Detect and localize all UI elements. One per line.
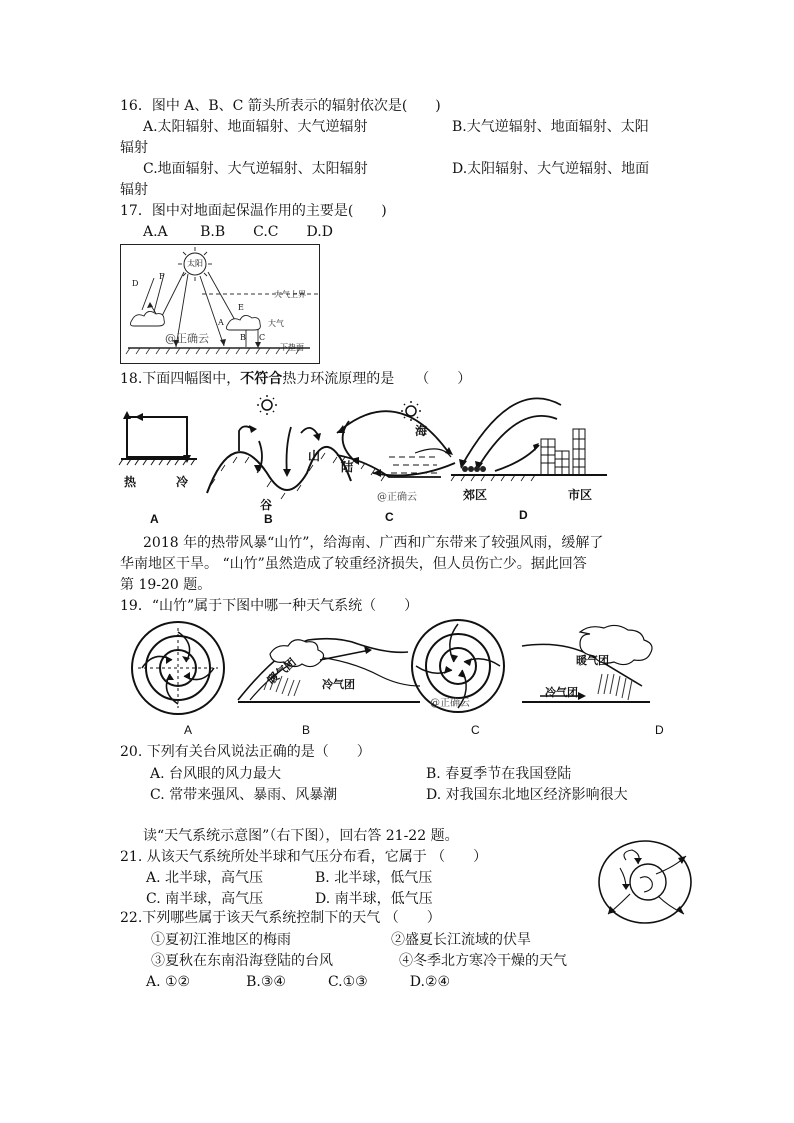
q17-label-c: C (259, 333, 266, 342)
q17-stem: 17．图中对地面起保温作用的主要是( ) (120, 203, 387, 219)
q17-label-e: E (238, 303, 244, 312)
q16-option-c[interactable]: C.地面辐射、大气逆辐射、太阳辐射 (143, 161, 368, 177)
q18-d-label: D (519, 508, 528, 522)
q16-option-d[interactable]: D.太阳辐射、大气逆辐射、地面 (452, 161, 650, 177)
q18-fig-a (121, 417, 197, 459)
q19-b-warm: 暖气团 (265, 655, 299, 687)
q17-label-a: A (218, 318, 224, 327)
q18-c-label: C (385, 510, 394, 524)
q17-top-label: 大气上界 (274, 290, 306, 299)
q21-option-c[interactable]: C. 南半球，高气压 (146, 891, 264, 907)
q18-b-mountain: 山 (308, 449, 321, 463)
q18-fig-b (207, 447, 354, 493)
q19-stem: 19．“山竹”属于下图中哪一种天气系统（ ） (120, 598, 419, 614)
q17-atm-label: 大气 (268, 319, 284, 328)
intro19-line2: 华南地区干旱。 “山竹”虽然造成了较重经济损失，但人员伤亡少。据此回答 (120, 556, 587, 572)
q20-option-c[interactable]: C. 常带来强风、暴雨、风暴潮 (150, 787, 338, 803)
q21-option-b[interactable]: B. 北半球，低气压 (315, 870, 433, 886)
intro19-line3: 第 19-20 题。 (120, 577, 212, 593)
q19-fig-a (132, 622, 224, 714)
q19-label-d: D (655, 723, 664, 737)
q21-option-a[interactable]: A. 北半球，高气压 (146, 870, 264, 886)
q18-c-watermark: @正确云 (377, 492, 417, 503)
q19-label-b: B (302, 723, 311, 737)
q19-d-cold: 冷气团 (545, 686, 578, 699)
q19-label-a: A (184, 723, 193, 737)
q18-stem-bold: 不符合 (240, 371, 283, 387)
q18-stem-post: 热力环流原理的是 （ ） (282, 371, 472, 387)
q20-stem: 20. 下列有关台风说法正确的是（ ） (120, 744, 371, 760)
q22-item-1: ①夏初江淮地区的梅雨 (151, 932, 291, 948)
q19-label-c: C (471, 723, 480, 737)
q18-c-sea: 海 (415, 424, 428, 438)
q22-item-2: ②盛夏长江流域的伏旱 (391, 932, 531, 948)
q17-watermark: @正确云 (165, 332, 209, 345)
q16-option-d-cont: 辐射 (120, 182, 148, 198)
q20-option-d[interactable]: D. 对我国东北地区经济影响很大 (426, 787, 628, 803)
q18-fig-d (541, 429, 585, 475)
q18-stem-pre: 18.下面四幅图中， (120, 371, 241, 387)
q18-fig-c (337, 411, 449, 453)
q17-label-b: B (240, 333, 246, 342)
q21-option-d[interactable]: D. 南半球，低气压 (315, 891, 433, 907)
q19-b-cold: 冷气团 (322, 678, 355, 691)
q18-b-valley: 谷 (260, 498, 273, 512)
q18-c-land: 陆 (341, 460, 354, 474)
q16-option-b-cont: 辐射 (120, 140, 148, 156)
q22-item-3: ③夏秋在东南沿海登陆的台风 (151, 953, 333, 969)
q18-diagrams (115, 393, 615, 523)
q17-label-d: D (132, 279, 139, 288)
q16-stem: 16．图中 A、B、C 箭头所表示的辐射依次是( ) (120, 98, 441, 114)
q20-option-a[interactable]: A. 台风眼的风力最大 (150, 766, 282, 782)
q18-a-label: A (150, 512, 159, 526)
q22-stem: 22.下列哪些属于该天气系统控制下的天气 （ ） (120, 910, 441, 926)
q16-option-b[interactable]: B.大气逆辐射、地面辐射、太阳 (452, 119, 649, 135)
q18-d-city: 市区 (568, 488, 593, 502)
intro19-line1: 2018 年的热带风暴“山竹”，给海南、广西和广东带来了较强风雨，缓解了 (143, 535, 604, 551)
q18-a-hot: 热 (124, 475, 137, 489)
q18-stem (120, 369, 471, 389)
q18-a-cold: 冷 (176, 475, 189, 489)
q17-label-f: F (159, 272, 165, 281)
q22-options[interactable]: A. ①② B.③④ C.①③ D.②④ (146, 974, 450, 990)
q18-d-suburb: 郊区 (463, 488, 488, 502)
intro21: 读“天气系统示意图”（右下图），回右答 21-22 题。 (143, 828, 459, 844)
q17-options[interactable]: A.A B.B C.C D.D (143, 224, 333, 240)
q22-item-4: ④冬季北方寒冷干燥的天气 (399, 953, 567, 969)
q17-ground-label: 下垫面 (280, 343, 304, 352)
q19-watermark: @正确云 (430, 698, 470, 709)
q21-stem: 21. 从该天气系统所处半球和气压分布看，它属于 （ ） (120, 849, 488, 865)
q16-option-a[interactable]: A.太阳辐射、地面辐射、大气逆辐射 (143, 119, 368, 135)
q17-sun-label: 太阳 (187, 259, 203, 268)
q20-option-b[interactable]: B. 春夏季节在我国登陆 (426, 766, 572, 782)
q19-diagrams (120, 620, 700, 720)
q18-b-label: B (264, 512, 273, 526)
q21-weather-diagram (596, 838, 696, 928)
q19-d-warm: 暖气团 (576, 654, 609, 667)
